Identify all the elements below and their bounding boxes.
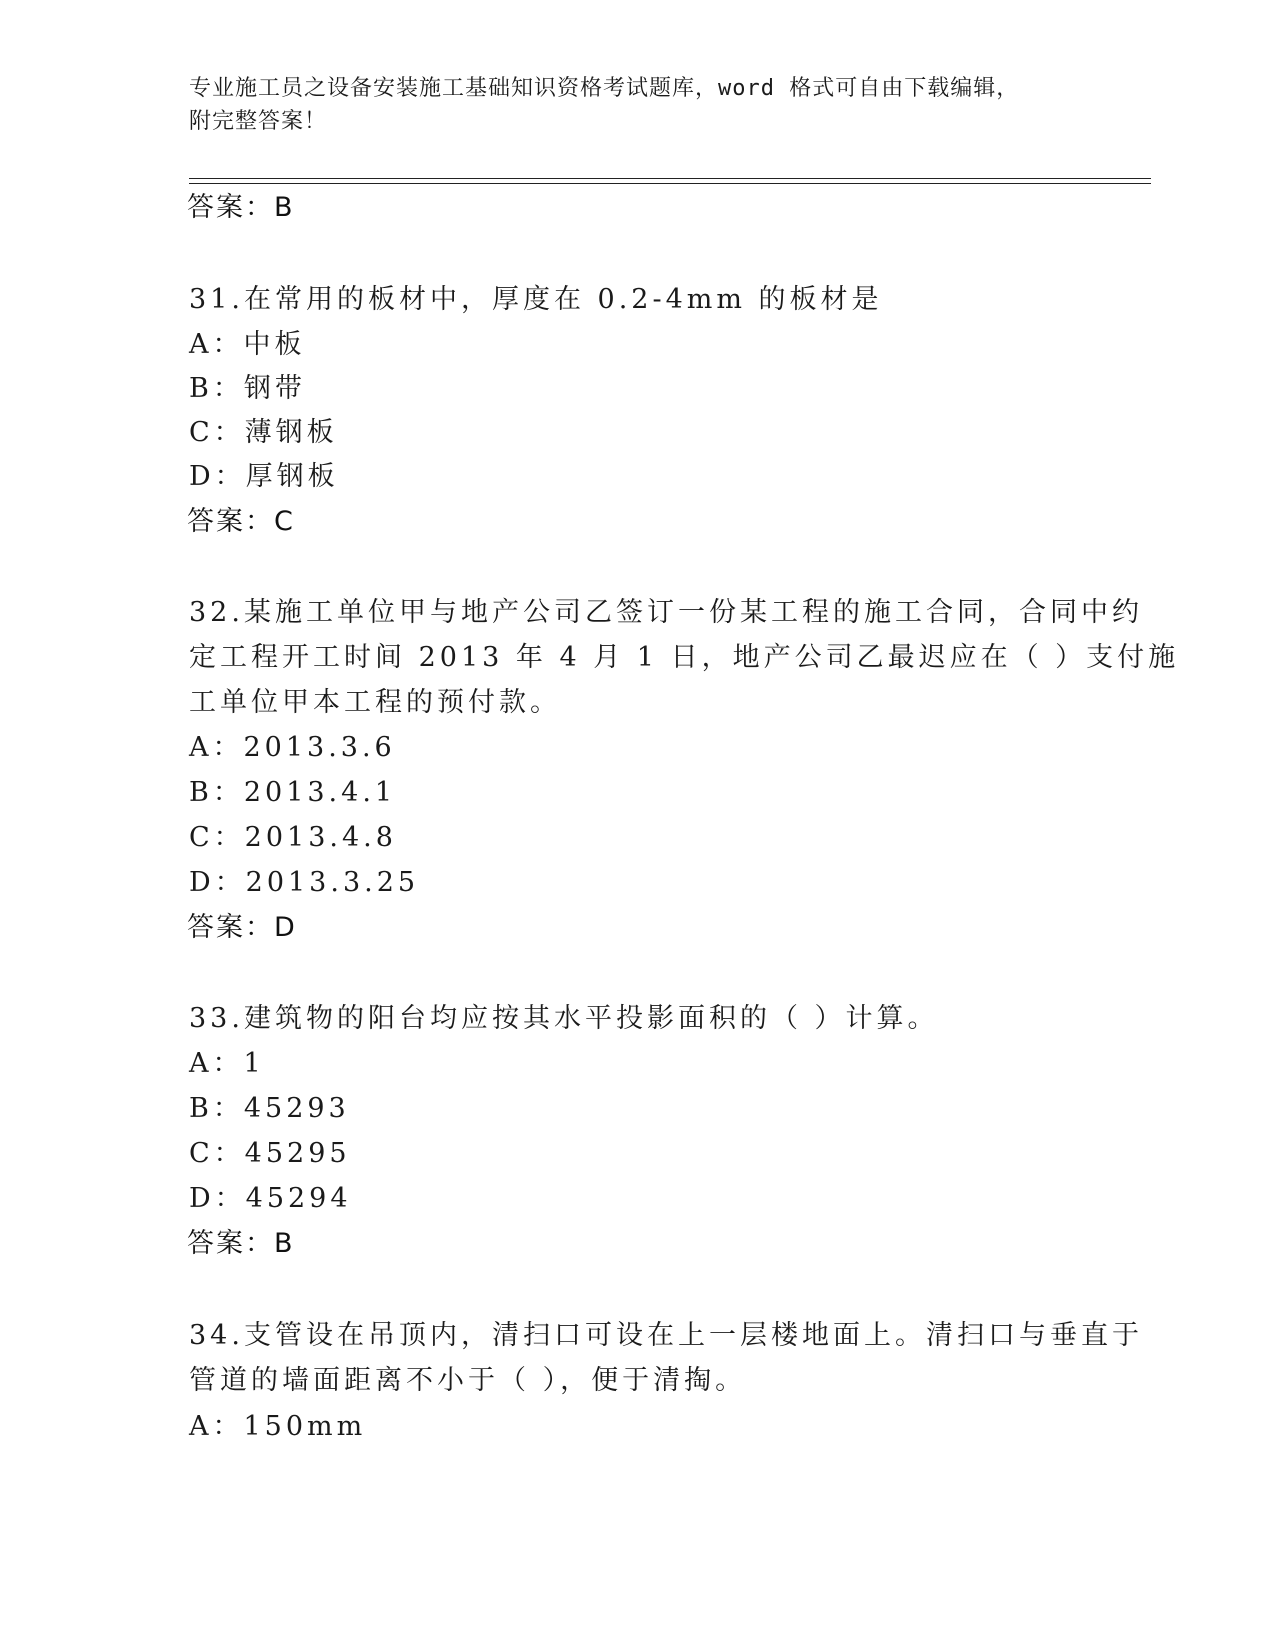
document-header: [189, 72, 1089, 138]
question-31-option-d: D：厚钢板: [189, 461, 339, 492]
answer-value: B: [274, 1228, 295, 1259]
header-divider-bottom: [189, 183, 1151, 184]
answer-label: 答案：: [187, 1228, 274, 1259]
question-34-option-a: A：150mm: [189, 1411, 367, 1442]
question-31-option-b: B：钢带: [189, 373, 306, 404]
question-31-answer: [187, 499, 295, 545]
question-32-option-a: A：2013.3.6: [189, 732, 396, 763]
question-32-stem-line-1: 32.某施工单位甲与地产公司乙签订一份某工程的施工合同，合同中约: [189, 597, 1143, 628]
question-32-option-b: B：2013.4.1: [189, 777, 397, 808]
header-divider-top: [189, 178, 1151, 179]
answer-value: D: [274, 912, 297, 943]
question-32-stem-line-2: 定工程开工时间 2013 年 4 月 1 日，地产公司乙最迟应在（ ）支付施: [189, 642, 1180, 673]
answer-line: [187, 185, 295, 231]
question-32-option-c: C：2013.4.8: [189, 822, 397, 853]
answer-label: 答案：: [187, 506, 274, 537]
question-31-option-a: A：中板: [189, 329, 306, 360]
answer-value: C: [274, 506, 295, 537]
question-33-stem: 33.建筑物的阳台均应按其水平投影面积的（ ）计算。: [189, 1003, 939, 1034]
answer-label: 答案：: [187, 912, 274, 943]
question-34-stem-line-1: 34.支管设在吊顶内，清扫口可设在上一层楼地面上。清扫口与垂直于: [189, 1320, 1143, 1351]
question-32-option-d: D：2013.3.25: [189, 867, 420, 898]
question-33-option-d: D：45294: [189, 1183, 352, 1214]
header-line-2: 附完整答案！: [189, 109, 328, 134]
question-33-option-b: B：45293: [189, 1093, 350, 1124]
question-34-stem-line-2: 管道的墙面距离不小于（ ），便于清掏。: [189, 1365, 747, 1396]
question-33-answer: [187, 1221, 295, 1267]
answer-value: B: [274, 192, 295, 223]
question-33-option-a: A：1: [189, 1048, 265, 1079]
question-31-option-c: C：薄钢板: [189, 417, 338, 448]
question-33-option-c: C：45295: [189, 1138, 351, 1169]
header-line-1: 专业施工员之设备安装施工基础知识资格考试题库，word 格式可自由下载编辑，: [189, 76, 1020, 101]
question-32-answer: [187, 905, 297, 951]
question-32-stem-line-3: 工单位甲本工程的预付款。: [189, 687, 561, 718]
question-31-stem: 31.在常用的板材中，厚度在 0.2-4mm 的板材是: [189, 284, 883, 315]
answer-label: 答案：: [187, 192, 274, 223]
